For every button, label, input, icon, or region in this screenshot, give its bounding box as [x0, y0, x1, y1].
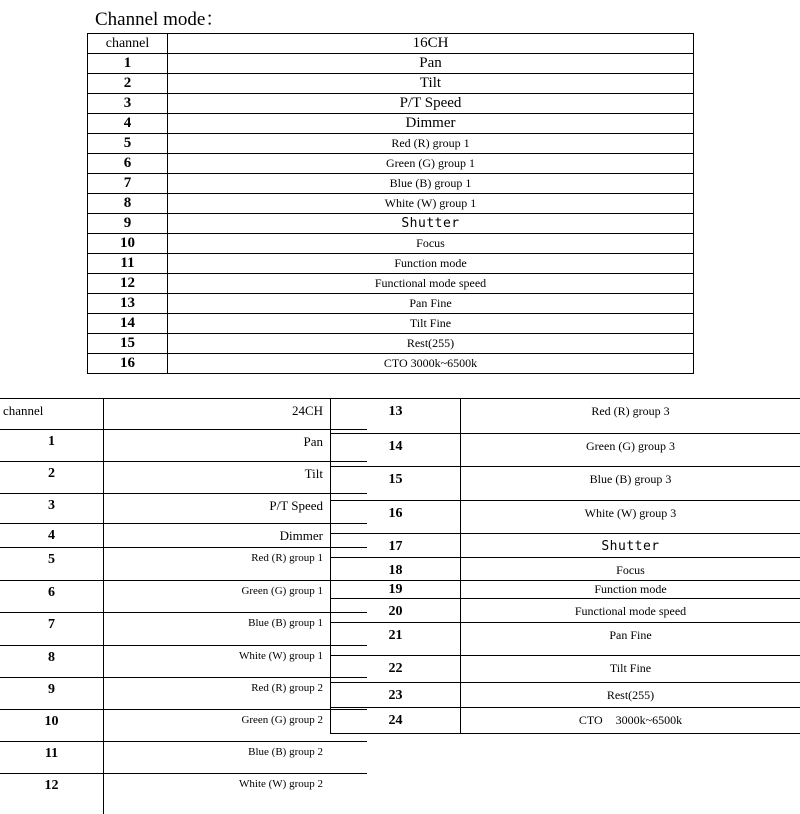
channel-function: White (W) group 2 [104, 774, 368, 814]
channel-function: Functional mode speed [461, 599, 800, 623]
table-row [0, 613, 367, 646]
table-row [88, 254, 694, 274]
table-row [88, 354, 694, 374]
channel-function: Green (G) group 1 [168, 154, 694, 174]
table-row [88, 334, 694, 354]
table-row [331, 656, 800, 683]
channel-number: 11 [0, 742, 104, 774]
table-row [331, 467, 800, 501]
channel-number: 4 [0, 524, 104, 548]
channel-function: Pan Fine [168, 294, 694, 314]
table-row [331, 558, 800, 581]
channel-function: White (W) group 1 [168, 194, 694, 214]
table-row [88, 274, 694, 294]
channel-number: 17 [331, 534, 461, 558]
channel-function: Shutter [168, 214, 694, 234]
channel-number: 2 [88, 74, 168, 94]
channel-function: Rest(255) [168, 334, 694, 354]
channel-function: Tilt [104, 462, 368, 494]
channel-function: CTO 3000k~6500k [168, 354, 694, 374]
table-row [0, 742, 367, 774]
channel-function: Rest(255) [461, 683, 800, 708]
channel-number: 1 [0, 430, 104, 462]
channel-number: 10 [88, 234, 168, 254]
table-row [88, 234, 694, 254]
channel-number: 3 [88, 94, 168, 114]
channel-function: Pan Fine [461, 623, 800, 656]
table-row [331, 399, 800, 434]
channel-function: Dimmer [168, 114, 694, 134]
channel-number: 22 [331, 656, 461, 683]
column-header-channel: channel [88, 34, 168, 54]
table-header-row [88, 34, 694, 54]
channel-function: Focus [168, 234, 694, 254]
table-row [331, 683, 800, 708]
channel-number: 9 [0, 678, 104, 710]
channel-function: Function mode [168, 254, 694, 274]
channel-function: Blue (B) group 1 [168, 174, 694, 194]
channel-number: 5 [0, 548, 104, 581]
column-header-mode: 24CH [104, 399, 368, 430]
channel-function: Red (R) group 2 [104, 678, 368, 710]
channel-function: Tilt Fine [461, 656, 800, 683]
channel-function: White (W) group 3 [461, 501, 800, 534]
channel-function: Blue (B) group 2 [104, 742, 368, 774]
channel-number: 12 [88, 274, 168, 294]
table-row [0, 774, 367, 814]
table-row [331, 708, 800, 734]
channel-number: 4 [88, 114, 168, 134]
channel-function: Pan [168, 54, 694, 74]
channel-function: Focus [461, 558, 800, 581]
channel-function: Red (R) group 1 [168, 134, 694, 154]
channel-number: 24 [331, 708, 461, 734]
channel-number: 15 [88, 334, 168, 354]
table-row [0, 646, 367, 678]
channel-number: 6 [0, 581, 104, 613]
table-row [88, 294, 694, 314]
table-row [88, 154, 694, 174]
table-row [331, 501, 800, 534]
channel-number: 11 [88, 254, 168, 274]
channel-function: P/T Speed [104, 494, 368, 524]
table-row [331, 623, 800, 656]
table-row [88, 174, 694, 194]
channel-number: 10 [0, 710, 104, 742]
table-row [0, 494, 367, 524]
channel-number: 13 [88, 294, 168, 314]
table-row [331, 434, 800, 467]
channel-number: 16 [331, 501, 461, 534]
channel-number: 7 [0, 613, 104, 646]
channel-number: 19 [331, 581, 461, 599]
channel-number: 1 [88, 54, 168, 74]
channel-function: Blue (B) group 3 [461, 467, 800, 501]
channel-number: 2 [0, 462, 104, 494]
table-row [0, 430, 367, 462]
table-row [88, 194, 694, 214]
channel-function: Function mode [461, 581, 800, 599]
table-row [88, 54, 694, 74]
channel-function: Pan [104, 430, 368, 462]
table-row [0, 462, 367, 494]
channel-function: White (W) group 1 [104, 646, 368, 678]
table-row [0, 581, 367, 613]
column-header-channel: channel [0, 399, 104, 430]
channel-function: Functional mode speed [168, 274, 694, 294]
table-row [88, 314, 694, 334]
table-row [88, 74, 694, 94]
channel-number: 16 [88, 354, 168, 374]
channel-function: Green (G) group 1 [104, 581, 368, 613]
table-row [88, 214, 694, 234]
channel-function: Green (G) group 3 [461, 434, 800, 467]
table-row [0, 524, 367, 548]
table-row [88, 114, 694, 134]
channel-table-24ch-right [330, 398, 800, 734]
channel-number: 6 [88, 154, 168, 174]
channel-function: Shutter [461, 534, 800, 558]
channel-function: Tilt Fine [168, 314, 694, 334]
channel-function: Red (R) group 1 [104, 548, 368, 581]
table-row [331, 581, 800, 599]
channel-table-24ch-left [0, 398, 367, 814]
table-row [0, 548, 367, 581]
channel-function: CTO 3000k~6500k [461, 708, 800, 734]
table-row [88, 134, 694, 154]
channel-number: 5 [88, 134, 168, 154]
channel-number: 14 [331, 434, 461, 467]
table-row [331, 534, 800, 558]
channel-number: 3 [0, 494, 104, 524]
channel-function: Blue (B) group 1 [104, 613, 368, 646]
table-row [0, 678, 367, 710]
channel-function: Dimmer [104, 524, 368, 548]
channel-number: 20 [331, 599, 461, 623]
page-heading: Channel mode： [95, 4, 224, 31]
channel-number: 13 [331, 399, 461, 434]
channel-number: 7 [88, 174, 168, 194]
channel-function: Red (R) group 3 [461, 399, 800, 434]
table-row [88, 94, 694, 114]
table-row [0, 710, 367, 742]
column-header-mode: 16CH [168, 34, 694, 54]
channel-function: Tilt [168, 74, 694, 94]
channel-number: 21 [331, 623, 461, 656]
channel-number: 8 [88, 194, 168, 214]
channel-table-16ch [87, 33, 694, 374]
channel-number: 9 [88, 214, 168, 234]
channel-number: 14 [88, 314, 168, 334]
channel-number: 15 [331, 467, 461, 501]
channel-function: Green (G) group 2 [104, 710, 368, 742]
table-row [331, 599, 800, 623]
channel-number: 12 [0, 774, 104, 814]
channel-number: 23 [331, 683, 461, 708]
channel-function: P/T Speed [168, 94, 694, 114]
table-header-row [0, 399, 367, 430]
channel-number: 18 [331, 558, 461, 581]
channel-number: 8 [0, 646, 104, 678]
